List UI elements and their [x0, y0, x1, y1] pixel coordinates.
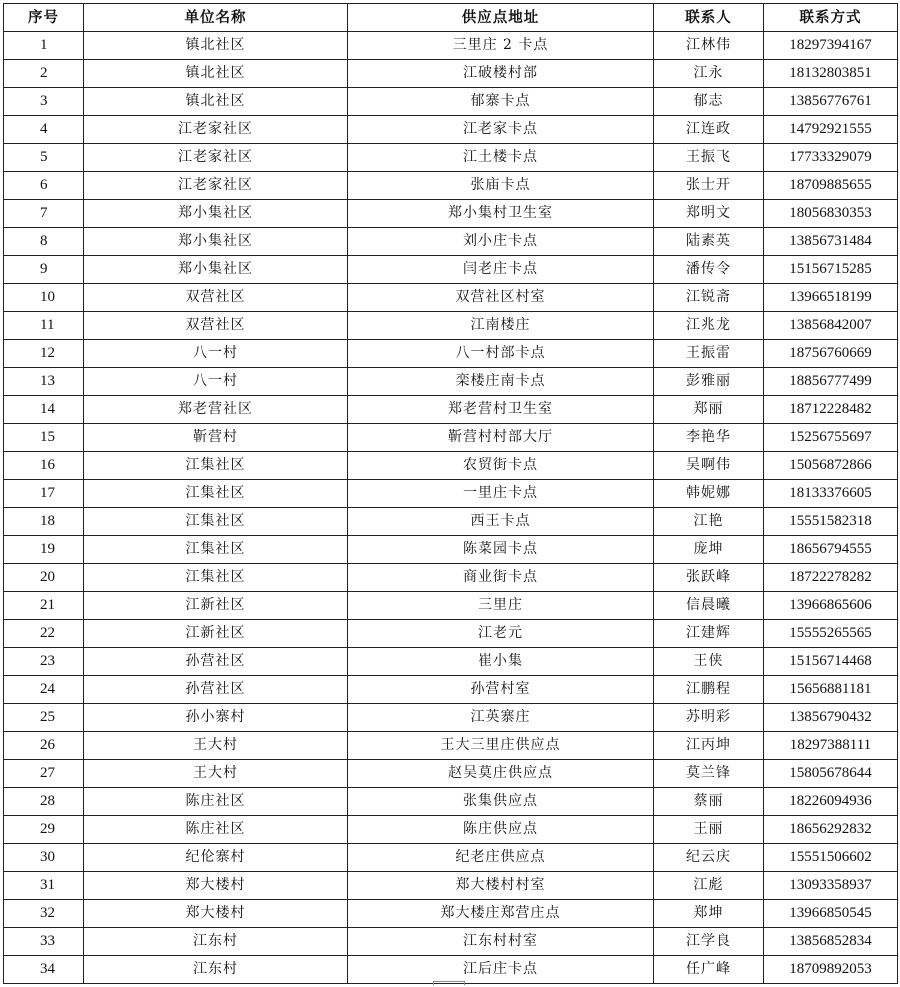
cell-contact-phone: 15551582318: [764, 508, 898, 536]
table-row: [4, 60, 898, 88]
cell-unit-name: 郑大楼村: [84, 900, 348, 928]
table-row: [4, 900, 898, 928]
cell-unit-name: 镇北社区: [84, 88, 348, 116]
cell-contact-phone: 18133376605: [764, 480, 898, 508]
cell-address: 陈菜园卡点: [348, 536, 654, 564]
cell-contact-phone: 18297394167: [764, 32, 898, 60]
cell-index: 13: [4, 368, 84, 396]
cell-contact-phone: 18656292832: [764, 816, 898, 844]
cell-index: 33: [4, 928, 84, 956]
cell-contact-phone: 15656881181: [764, 676, 898, 704]
table-row: [4, 312, 898, 340]
header-row: [4, 4, 898, 32]
cell-contact-phone: 13966850545: [764, 900, 898, 928]
table-row: [4, 144, 898, 172]
cell-unit-name: 郑小集社区: [84, 256, 348, 284]
cell-contact-phone: 18756760669: [764, 340, 898, 368]
cell-contact-phone: 13856731484: [764, 228, 898, 256]
cell-index: 15: [4, 424, 84, 452]
cell-contact-person: 江林伟: [654, 32, 764, 60]
header-address: 供应点地址: [348, 4, 654, 32]
cell-contact-person: 郑坤: [654, 900, 764, 928]
cell-contact-phone: 18709885655: [764, 172, 898, 200]
cell-unit-name: 江老家社区: [84, 172, 348, 200]
cell-index: 7: [4, 200, 84, 228]
cell-address: 商业街卡点: [348, 564, 654, 592]
cell-unit-name: 八一村: [84, 368, 348, 396]
cell-address: 一里庄卡点: [348, 480, 654, 508]
cell-contact-person: 李艳华: [654, 424, 764, 452]
cell-index: 14: [4, 396, 84, 424]
cell-contact-person: 江锐斋: [654, 284, 764, 312]
table-row: [4, 564, 898, 592]
cell-contact-phone: 18856777499: [764, 368, 898, 396]
cell-unit-name: 双营社区: [84, 312, 348, 340]
cell-contact-person: 江永: [654, 60, 764, 88]
cell-index: 32: [4, 900, 84, 928]
cell-contact-person: 任广峰: [654, 956, 764, 984]
cell-contact-phone: 15551506602: [764, 844, 898, 872]
cell-contact-person: 郑明文: [654, 200, 764, 228]
cell-index: 25: [4, 704, 84, 732]
table-row: [4, 872, 898, 900]
cell-contact-person: 江兆龙: [654, 312, 764, 340]
cell-unit-name: 江集社区: [84, 452, 348, 480]
table-row: [4, 368, 898, 396]
table-row: [4, 928, 898, 956]
header-unit-name: 单位名称: [84, 4, 348, 32]
cell-unit-name: 江集社区: [84, 480, 348, 508]
cell-address: 江破楼村部: [348, 60, 654, 88]
cell-contact-person: 陆素英: [654, 228, 764, 256]
table-row: [4, 536, 898, 564]
cell-unit-name: 镇北社区: [84, 32, 348, 60]
cell-unit-name: 郑小集社区: [84, 200, 348, 228]
table-row: [4, 424, 898, 452]
cell-unit-name: 江东村: [84, 956, 348, 984]
table-row: [4, 200, 898, 228]
cell-contact-phone: 15156714468: [764, 648, 898, 676]
cell-contact-phone: 13093358937: [764, 872, 898, 900]
cell-unit-name: 江东村: [84, 928, 348, 956]
cell-contact-person: 纪云庆: [654, 844, 764, 872]
cell-unit-name: 王大村: [84, 732, 348, 760]
cell-contact-person: 张跃峰: [654, 564, 764, 592]
page-edge-mark: [433, 981, 465, 985]
cell-contact-phone: 18656794555: [764, 536, 898, 564]
cell-index: 11: [4, 312, 84, 340]
cell-contact-person: 江丙坤: [654, 732, 764, 760]
cell-contact-phone: 18297388111: [764, 732, 898, 760]
header-contact-phone: 联系方式: [764, 4, 898, 32]
cell-index: 19: [4, 536, 84, 564]
table-row: [4, 676, 898, 704]
cell-unit-name: 陈庄社区: [84, 816, 348, 844]
cell-index: 28: [4, 788, 84, 816]
cell-index: 5: [4, 144, 84, 172]
table-row: [4, 116, 898, 144]
cell-address: 江南楼庄: [348, 312, 654, 340]
cell-address: 崔小集: [348, 648, 654, 676]
cell-contact-phone: 15805678644: [764, 760, 898, 788]
cell-index: 6: [4, 172, 84, 200]
cell-contact-phone: 18056830353: [764, 200, 898, 228]
cell-contact-person: 潘传令: [654, 256, 764, 284]
cell-unit-name: 八一村: [84, 340, 348, 368]
table-row: [4, 228, 898, 256]
cell-contact-person: 郁志: [654, 88, 764, 116]
cell-contact-person: 庞坤: [654, 536, 764, 564]
cell-address: 八一村部卡点: [348, 340, 654, 368]
cell-index: 29: [4, 816, 84, 844]
cell-address: 双营社区村室: [348, 284, 654, 312]
cell-unit-name: 双营社区: [84, 284, 348, 312]
cell-index: 30: [4, 844, 84, 872]
cell-contact-person: 王丽: [654, 816, 764, 844]
table-row: [4, 480, 898, 508]
cell-address: 江老家卡点: [348, 116, 654, 144]
cell-contact-phone: 13966865606: [764, 592, 898, 620]
cell-address: 三里庄: [348, 592, 654, 620]
cell-address: 三里庄 2 卡点: [348, 32, 654, 60]
cell-address: 孙营村室: [348, 676, 654, 704]
cell-contact-phone: 15256755697: [764, 424, 898, 452]
cell-index: 10: [4, 284, 84, 312]
cell-unit-name: 江新社区: [84, 592, 348, 620]
cell-index: 8: [4, 228, 84, 256]
cell-address: 纪老庄供应点: [348, 844, 654, 872]
cell-contact-phone: 13856842007: [764, 312, 898, 340]
cell-unit-name: 郑小集社区: [84, 228, 348, 256]
table-row: [4, 88, 898, 116]
cell-index: 22: [4, 620, 84, 648]
cell-address: 郑大楼庄郑营庄点: [348, 900, 654, 928]
cell-unit-name: 郑大楼村: [84, 872, 348, 900]
cell-address: 西王卡点: [348, 508, 654, 536]
cell-index: 23: [4, 648, 84, 676]
cell-contact-person: 王振飞: [654, 144, 764, 172]
cell-contact-person: 彭雅丽: [654, 368, 764, 396]
header-index: 序号: [4, 4, 84, 32]
cell-contact-phone: 18712228482: [764, 396, 898, 424]
cell-address: 江东村村室: [348, 928, 654, 956]
cell-contact-phone: 13856790432: [764, 704, 898, 732]
cell-contact-person: 江建辉: [654, 620, 764, 648]
cell-unit-name: 陈庄社区: [84, 788, 348, 816]
table-row: [4, 732, 898, 760]
cell-contact-person: 苏明彩: [654, 704, 764, 732]
cell-index: 34: [4, 956, 84, 984]
cell-contact-phone: 15056872866: [764, 452, 898, 480]
cell-contact-person: 王振雷: [654, 340, 764, 368]
table-row: [4, 340, 898, 368]
table-row: [4, 816, 898, 844]
cell-address: 郑老营村卫生室: [348, 396, 654, 424]
cell-index: 27: [4, 760, 84, 788]
cell-unit-name: 江集社区: [84, 536, 348, 564]
cell-index: 2: [4, 60, 84, 88]
cell-unit-name: 孙营社区: [84, 648, 348, 676]
cell-address: 江英寨庄: [348, 704, 654, 732]
cell-contact-person: 信晨曦: [654, 592, 764, 620]
cell-address: 郑大楼村村室: [348, 872, 654, 900]
header-contact-person: 联系人: [654, 4, 764, 32]
cell-index: 9: [4, 256, 84, 284]
table-row: [4, 452, 898, 480]
cell-contact-phone: 18226094936: [764, 788, 898, 816]
cell-index: 1: [4, 32, 84, 60]
cell-index: 18: [4, 508, 84, 536]
cell-contact-person: 吴啊伟: [654, 452, 764, 480]
cell-index: 3: [4, 88, 84, 116]
cell-address: 栾楼庄南卡点: [348, 368, 654, 396]
cell-index: 17: [4, 480, 84, 508]
cell-address: 刘小庄卡点: [348, 228, 654, 256]
cell-contact-phone: 15555265565: [764, 620, 898, 648]
cell-address: 郑小集村卫生室: [348, 200, 654, 228]
cell-contact-person: 江连政: [654, 116, 764, 144]
cell-contact-phone: 17733329079: [764, 144, 898, 172]
cell-index: 21: [4, 592, 84, 620]
table-row: [4, 508, 898, 536]
table-row: [4, 648, 898, 676]
cell-contact-phone: 18132803851: [764, 60, 898, 88]
cell-index: 26: [4, 732, 84, 760]
table-row: [4, 592, 898, 620]
cell-contact-phone: 18722278282: [764, 564, 898, 592]
cell-address: 陈庄供应点: [348, 816, 654, 844]
cell-contact-person: 郑丽: [654, 396, 764, 424]
cell-contact-person: 王侠: [654, 648, 764, 676]
cell-contact-person: 江彪: [654, 872, 764, 900]
cell-index: 31: [4, 872, 84, 900]
cell-contact-phone: 13856852834: [764, 928, 898, 956]
table-row: [4, 760, 898, 788]
cell-contact-phone: 15156715285: [764, 256, 898, 284]
cell-index: 16: [4, 452, 84, 480]
cell-unit-name: 王大村: [84, 760, 348, 788]
cell-contact-person: 江学良: [654, 928, 764, 956]
table-row: [4, 704, 898, 732]
table-row: [4, 396, 898, 424]
table-row: [4, 284, 898, 312]
cell-address: 郁寨卡点: [348, 88, 654, 116]
cell-unit-name: 江老家社区: [84, 144, 348, 172]
table-row: [4, 256, 898, 284]
cell-address: 闫老庄卡点: [348, 256, 654, 284]
table-row: [4, 620, 898, 648]
cell-address: 张集供应点: [348, 788, 654, 816]
cell-unit-name: 靳营村: [84, 424, 348, 452]
cell-contact-phone: 18709892053: [764, 956, 898, 984]
cell-unit-name: 江老家社区: [84, 116, 348, 144]
table-row: [4, 32, 898, 60]
cell-unit-name: 江集社区: [84, 564, 348, 592]
cell-address: 江土楼卡点: [348, 144, 654, 172]
cell-unit-name: 江新社区: [84, 620, 348, 648]
table-row: [4, 788, 898, 816]
cell-contact-person: 江艳: [654, 508, 764, 536]
supply-point-table: [3, 3, 898, 984]
cell-contact-phone: 14792921555: [764, 116, 898, 144]
table-row: [4, 956, 898, 984]
cell-address: 赵吴莫庄供应点: [348, 760, 654, 788]
cell-address: 靳营村村部大厅: [348, 424, 654, 452]
cell-address: 张庙卡点: [348, 172, 654, 200]
cell-address: 江后庄卡点: [348, 956, 654, 984]
cell-address: 农贸街卡点: [348, 452, 654, 480]
cell-unit-name: 孙营社区: [84, 676, 348, 704]
cell-contact-person: 韩妮娜: [654, 480, 764, 508]
table-row: [4, 844, 898, 872]
table-body: [4, 32, 898, 984]
cell-index: 12: [4, 340, 84, 368]
cell-index: 4: [4, 116, 84, 144]
cell-index: 20: [4, 564, 84, 592]
cell-index: 24: [4, 676, 84, 704]
cell-contact-person: 蔡丽: [654, 788, 764, 816]
cell-contact-phone: 13966518199: [764, 284, 898, 312]
cell-contact-person: 张士开: [654, 172, 764, 200]
cell-contact-person: 江鹏程: [654, 676, 764, 704]
cell-unit-name: 镇北社区: [84, 60, 348, 88]
cell-unit-name: 江集社区: [84, 508, 348, 536]
cell-unit-name: 郑老营社区: [84, 396, 348, 424]
cell-contact-phone: 13856776761: [764, 88, 898, 116]
cell-unit-name: 纪伦寨村: [84, 844, 348, 872]
cell-unit-name: 孙小寨村: [84, 704, 348, 732]
cell-contact-person: 莫兰锋: [654, 760, 764, 788]
cell-address: 王大三里庄供应点: [348, 732, 654, 760]
cell-address: 江老元: [348, 620, 654, 648]
table-row: [4, 172, 898, 200]
